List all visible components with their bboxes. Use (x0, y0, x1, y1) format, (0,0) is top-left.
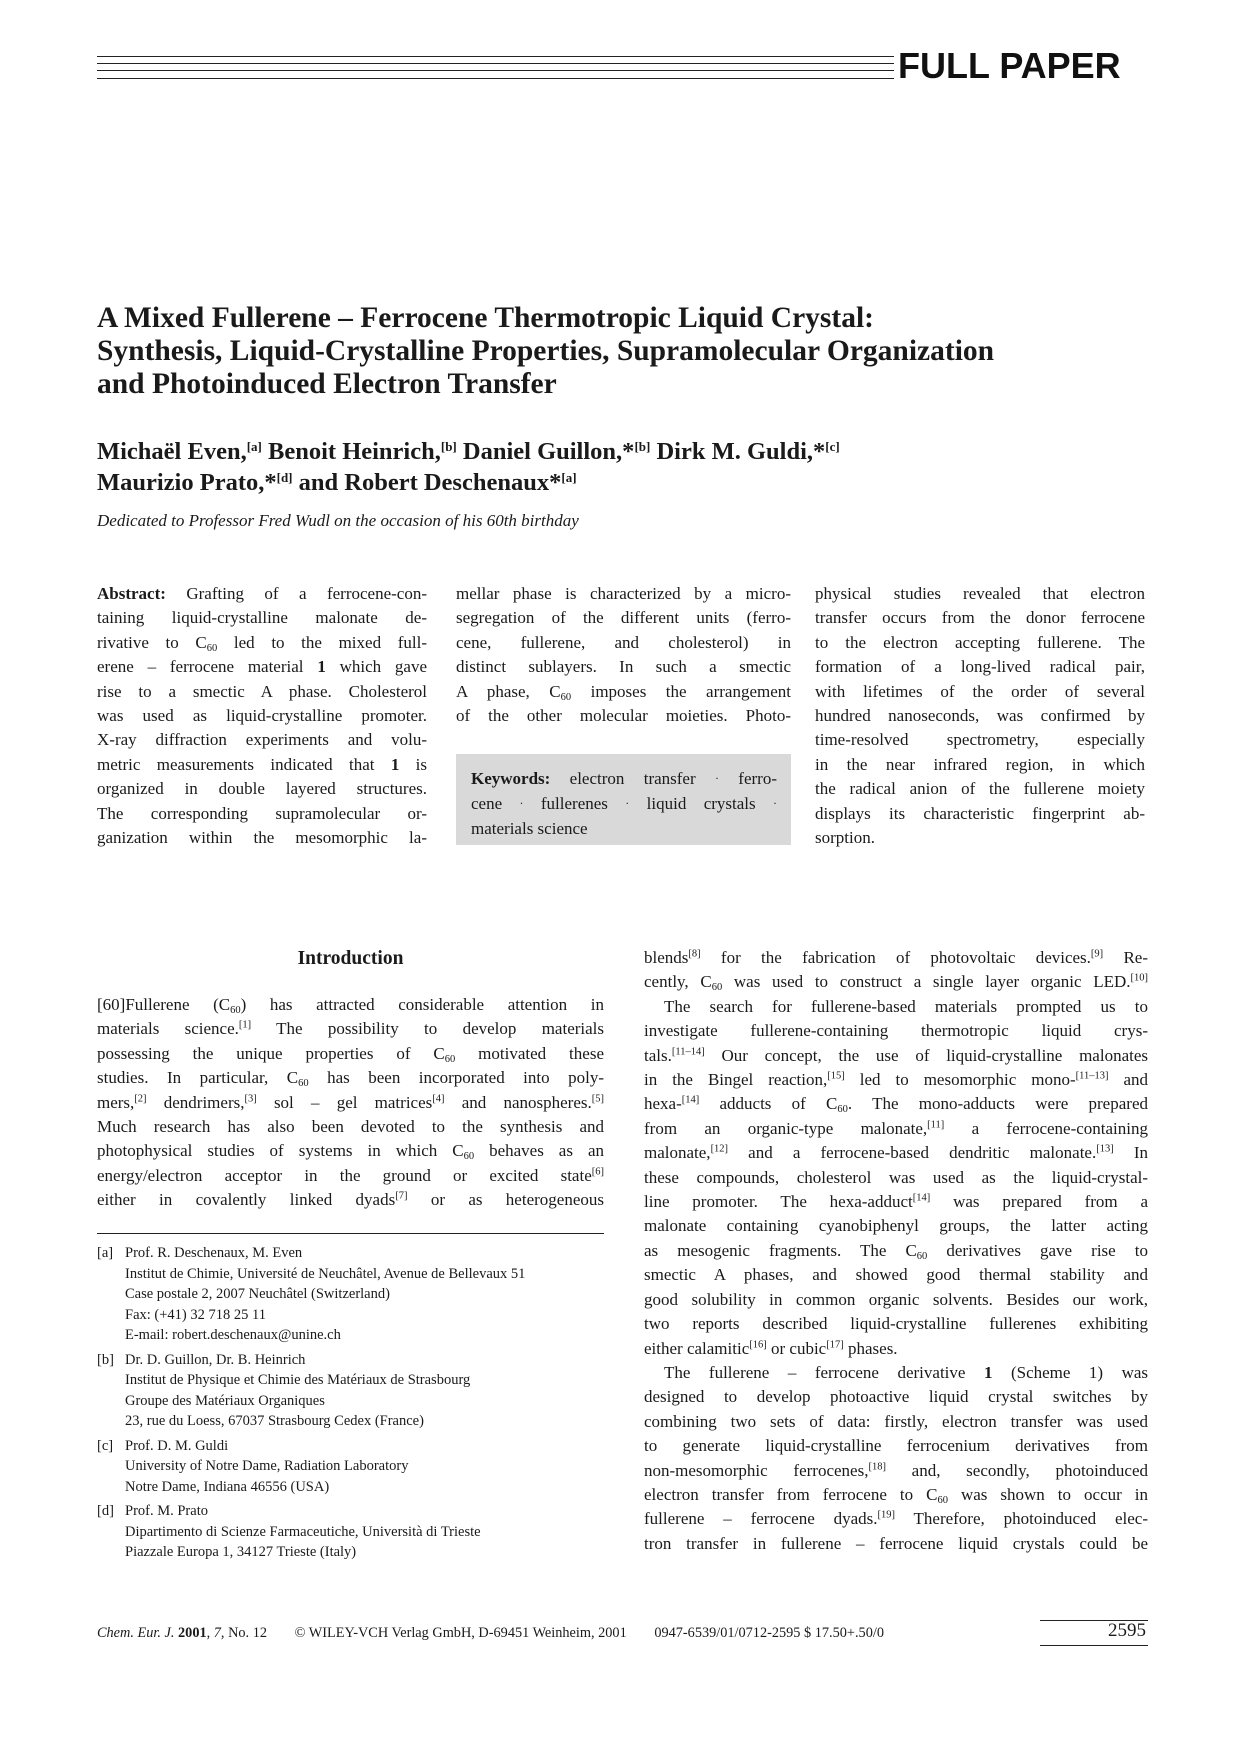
title-line: A Mixed Fullerene – Ferrocene Thermotropic Liquid Crystal: (97, 302, 875, 334)
citation: [10] (1130, 972, 1148, 984)
author: Benoit Heinrich, (268, 438, 441, 465)
issn: 0947-6539/01/0712-2595 $ 17.50+.50/0 (654, 1625, 884, 1641)
page-footer: Chem. Eur. J. 2001, 7, No. 12 © WILEY-VCH Verlag GmbH, D-69451 Weinheim, 2001 0947-6539/01/0712-2595 $ 17.50+.50/0 (97, 1625, 884, 1641)
author: Michaël Even, (97, 438, 247, 465)
affiliation-footnote: [a] Prof. R. Deschenaux, M. Even Institut de Chimie, Université de Neuchâtel, Avenue de Bellevaux 51 Case postale 2, 2007 Neuchâtel (Switzerland) Fax: (+41) 32 718 25 11 E-mail: robert.deschenaux@unine.ch (97, 1245, 526, 1343)
citation: [11] (927, 1119, 945, 1131)
keyword: liquid crystals (646, 794, 756, 814)
abstract-label: Abstract: (97, 584, 166, 603)
author: Maurizio Prato,* (97, 469, 277, 496)
title-line: Synthesis, Liquid-Crystalline Properties, Supramolecular Organization (97, 335, 995, 367)
keywords-box: Keywords: electron transfer · ferro- cene · fullerenes · liquid crystals · materials science (456, 754, 791, 845)
journal-volume: 7, (213, 1625, 225, 1641)
footnotes (97, 1243, 607, 1567)
section-heading: Introduction (297, 948, 404, 969)
dedication: Dedicated to Professor Fred Wudl on the occasion of his 60th birthday (97, 511, 579, 530)
paper-title (97, 302, 1097, 401)
citation: [7] (395, 1190, 408, 1202)
footer-rule (1040, 1645, 1148, 1646)
affiliation-marker: [b] (440, 439, 457, 454)
citation: [8] (688, 948, 701, 960)
abstract-column: mellar phase is characterized by a micro- segregation of the different units (ferro- cene, fullerene, and cholesterol) in distinct sublayers. In such a smectic A phase, $C_{60}$ imposes the arrangement of the other molecular moieties. Photo- (456, 584, 791, 726)
affiliation-footnote: [b] Dr. D. Guillon, Dr. B. Heinrich Institut de Physique et Chimie des Matériaux de Strasbourg Groupe des Matériaux Organiques 23, rue du Loess, 67037 Strasbourg Cedex (France) (97, 1351, 471, 1429)
citation: [9] (1090, 948, 1104, 960)
author: Daniel Guillon,* (462, 438, 635, 465)
body-column: [60]Fullerene $(C_{60})$ has attracted considerable attention in materials science.[1] The possibility to develop materials possessing the unique properties of $C_{60}$ motivated these studies. In particular, $C_{60}$ has been incorporated into poly- mers,[2] dendrimers,[3] sol – gel matrices[4] and nanospheres.[5] Much research has also been devoted to the synthesis and photophysical studies of systems in which $C_{60}$ behaves as an energy/electron acceptor in the ground or excited state[6] either in covalently linked dyads[7] or as heterogeneous (97, 995, 605, 1210)
affiliation-marker: [b] (634, 439, 651, 454)
citation: [3] (244, 1092, 257, 1104)
affiliation-marker: [c] (825, 439, 840, 454)
citation: [19] (877, 1509, 895, 1521)
affiliation-marker: [d] (276, 470, 293, 485)
header-rule (97, 63, 894, 64)
citation: [14] (912, 1192, 931, 1204)
journal-year: 2001 (178, 1625, 207, 1641)
author: Dirk M. Guldi,* (656, 438, 826, 465)
citation: [11–14] (671, 1045, 705, 1057)
body-column: blends[8] for the fabrication of photovoltaic devices.[9] Re- cently, $C_{60}$ was used to construct a single layer organic LED.[10] The search for fullerene-based materials prompted us to investigate fullerene-containing thermotropic liquid crys- tals.[11–14] Our concept, the use of liquid-crystalline malonates in the Bingel reaction,[15] led to mesomorphic mono-[11–13] and hexa-[14] adducts of $C_{60}$. The mono-adducts were prepared from an organic-type malonate,[11] a ferrocene-containing malonate,[12] and a ferrocene-based dendritic malonate.[13] In these compounds, cholesterol was used as the liquid-crystal- line promoter. The hexa-adduct[14] was prepared from a malonate containing cyanobiphenyl groups, the latter acting as mesogenic fragments. The $C_{60}$ derivatives gave rise to smectic A phases, and showed good thermal stability and good solubility in common organic solvents. Besides our work, two reports described liquid-crystalline fullerenes exhibiting either calamitic[16] or cubic[17] phases. The fullerene – ferrocene derivative 1 (Scheme 1) was designed to develop photoactive liquid crystal switches by combining two sets of data: firstly, electron transfer was used to generate liquid-crystalline ferrocenium derivatives from non-mesomorphic ferrocenes,[18] and, secondly, photoinduced electron transfer from ferrocene to $C_{60}$ was shown to occur in fullerene – ferrocene dyads.[19] Therefore, photoinduced elec- tron transfer in fullerene – ferrocene liquid crystals could be (644, 948, 1149, 1553)
citation: [14] (681, 1094, 700, 1106)
abstract-column: Abstract: Grafting of a ferrocene-con- taining liquid-crystalline malonate de- rivative to $C_{60}$ led to the mixed full- erene – ferrocene material 1 which gave rise to a smectic A phase. Cholesterol was used as liquid-crystalline promoter. X-ray diffraction experiments and volu- metric measurements indicated that 1 is organized in double layered structures. The corresponding supramolecular or- ganization within the mesomorphic la- (97, 584, 428, 848)
publisher: © WILEY-VCH Verlag GmbH, D-69451 Weinheim, 2001 (294, 1625, 627, 1641)
citation: [15] (827, 1070, 845, 1082)
citation: [11–13] (1075, 1070, 1109, 1082)
header-rule (97, 70, 894, 71)
citation: [16] (749, 1338, 767, 1350)
keyword: ferro- (738, 769, 777, 788)
footnote-rule (97, 1233, 604, 1234)
affiliation-marker: [a] (246, 439, 262, 454)
keywords-label: Keywords: (471, 769, 551, 788)
citation: [4] (432, 1092, 445, 1104)
citation: [17] (826, 1338, 844, 1350)
citation: [12] (710, 1143, 729, 1155)
section-label: FULL PAPER (898, 45, 1121, 86)
page-number: 2595 (1108, 1620, 1146, 1641)
header-rule (97, 56, 894, 57)
affiliation-marker: [a] (561, 470, 577, 485)
citation: [5] (591, 1092, 604, 1104)
keyword: materials science (471, 818, 588, 838)
keyword: fullerenes (540, 794, 608, 814)
author: and Robert Deschenaux* (298, 469, 562, 496)
title-line: and Photoinduced Electron Transfer (97, 368, 557, 400)
affiliation-footnote: [c] Prof. D. M. Guldi University of Notre Dame, Radiation Laboratory Notre Dame, Indiana 46556 (USA) (97, 1437, 409, 1495)
citation: [6] (591, 1166, 604, 1178)
journal-issue: No. 12 (228, 1625, 267, 1641)
keyword: cene (471, 794, 503, 814)
header-rule (97, 78, 894, 79)
abstract-column: physical studies revealed that electron transfer occurs from the donor ferrocene to the electron accepting fullerene. The formation of a long-lived radical pair, with lifetimes of the order of several hundred nanoseconds, was confirmed by time-resolved spectrometry, especially in the near infrared region, in which the radical anion of the fullerene moiety displays its characteristic fingerprint ab- sorption. (815, 584, 1145, 848)
journal-name: Chem. Eur. J. (97, 1625, 175, 1641)
citation: [2] (134, 1092, 147, 1104)
keyword: electron transfer (569, 769, 696, 788)
citation: [1] (238, 1019, 252, 1031)
author-list (97, 436, 1097, 498)
affiliation-footnote: [d] Prof. M. Prato Dipartimento di Scienze Farmaceutiche, Università di Trieste Piazzale Europa 1, 34127 Trieste (Italy) (97, 1503, 481, 1560)
citation: [18] (868, 1460, 886, 1472)
citation: [13] (1096, 1143, 1114, 1155)
